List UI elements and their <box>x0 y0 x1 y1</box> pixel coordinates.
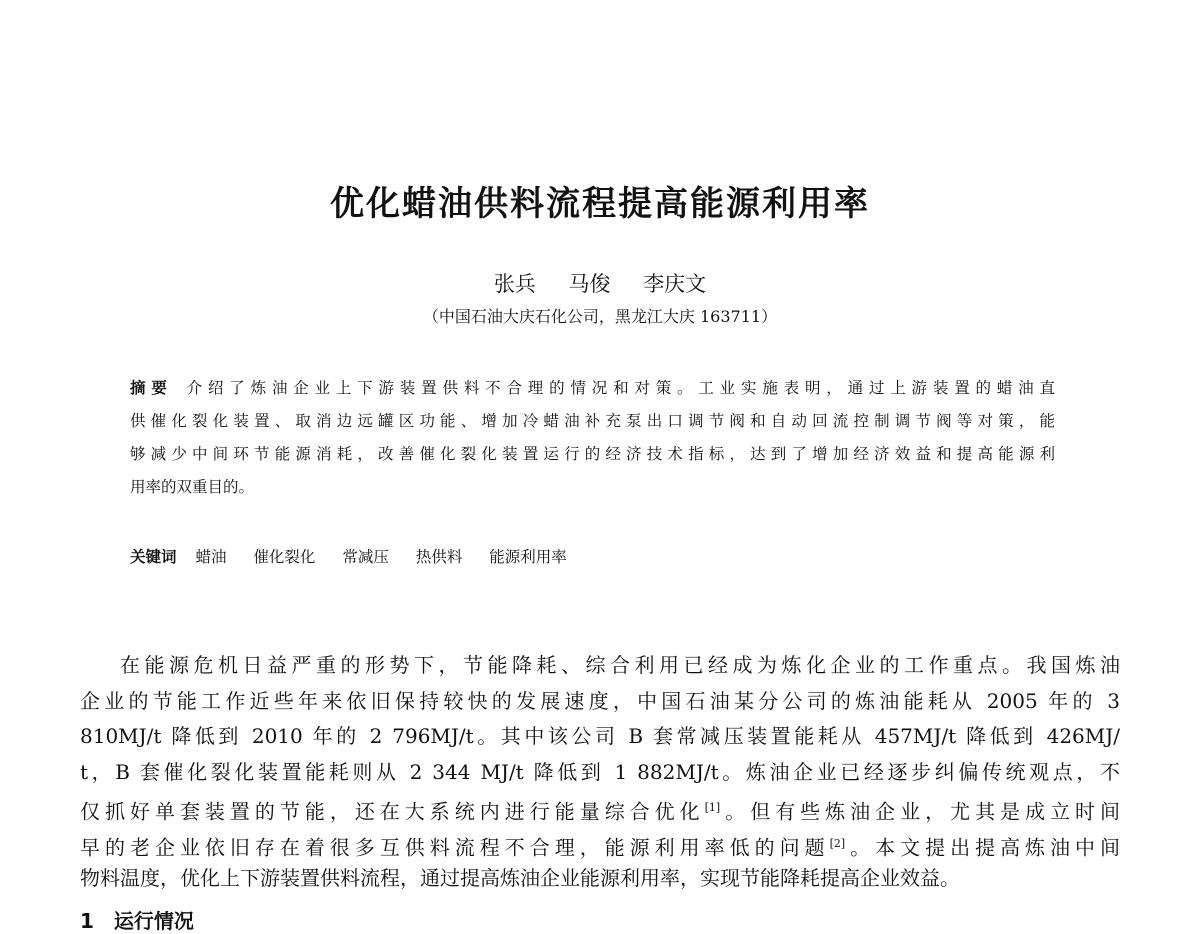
abstract <box>130 372 1055 504</box>
author-name: 马俊 <box>568 272 611 296</box>
keyword: 常减压 <box>342 548 389 566</box>
author-name: 张兵 <box>493 272 536 296</box>
keyword: 催化裂化 <box>253 548 316 566</box>
abstract-line: 够减少中间环节能源消耗，改善催化裂化装置运行的经济技术指标，达到了增加经济效益和提高能源利 <box>130 445 1055 463</box>
body-text: 仅抓好单套装置的节能，还在大系统内进行能量综合优化 <box>80 799 705 824</box>
author-list <box>0 268 1200 298</box>
body-line: 在能源危机日益严重的形势下，节能降耗、综合利用已经成为炼化企业的工作重点。我国炼油 <box>120 653 1120 677</box>
abstract-line: 用率的双重目的。 <box>130 478 255 496</box>
citation: [1] <box>704 801 721 814</box>
body-paragraph <box>80 648 1120 897</box>
abstract-text: 介绍了炼油企业上下游装置供料不合理的情况和对策。工业实施表明，通过上游装置的蜡油直 <box>186 379 1055 397</box>
body-text: 。但有些炼油企业，尤其是成立时间 <box>720 799 1121 824</box>
keyword: 热供料 <box>415 548 463 566</box>
body-line: 企业的节能工作近些年来依旧保持较快的发展速度，中国石油某分公司的炼油能耗从 2005 年的 3 <box>80 688 1120 713</box>
body-line: 810MJ/t 降低到 2010 年的 2 796MJ/t。其中该公司 B 套常减压装置能耗从 457MJ/t 降低到 426MJ/ <box>80 724 1120 748</box>
keyword: 能源利用率 <box>489 548 567 566</box>
section-heading: 1 运行情况 <box>80 909 194 933</box>
body-line: t，B 套催化裂化装置能耗则从 2 344 MJ/t 降低到 1 882MJ/t。炼油企业已经逐步纠偏传统观点，不 <box>80 759 1120 784</box>
keywords-label: 关键词 <box>130 548 177 566</box>
citation: [2] <box>829 836 846 850</box>
affiliation: （中国石油大庆石化公司，黑龙江大庆 163711） <box>422 307 778 326</box>
body-text: 。本文提出提高炼油中间 <box>845 835 1121 860</box>
author-name: 李庆文 <box>643 272 707 296</box>
body-text: 早的老企业依旧存在着很多互供料流程不合理，能源利用率低的问题 <box>80 835 830 860</box>
body-line <box>80 826 1120 862</box>
keywords <box>130 545 589 567</box>
paper-title: 优化蜡油供料流程提高能源利用率 <box>330 184 870 224</box>
abstract-line: 供催化裂化装置、取消边远罐区功能、增加冷蜡油补充泵出口调节阀和自动回流控制调节阀等对策，能 <box>130 412 1055 430</box>
body-line <box>80 790 1120 826</box>
abstract-line <box>130 372 1055 405</box>
keyword: 蜡油 <box>195 548 227 566</box>
body-line: 物料温度，优化上下游装置供料流程，通过提高炼油企业能源利用率，实现节能降耗提高企业效益。 <box>80 866 960 890</box>
abstract-label: 摘要 <box>130 379 173 397</box>
